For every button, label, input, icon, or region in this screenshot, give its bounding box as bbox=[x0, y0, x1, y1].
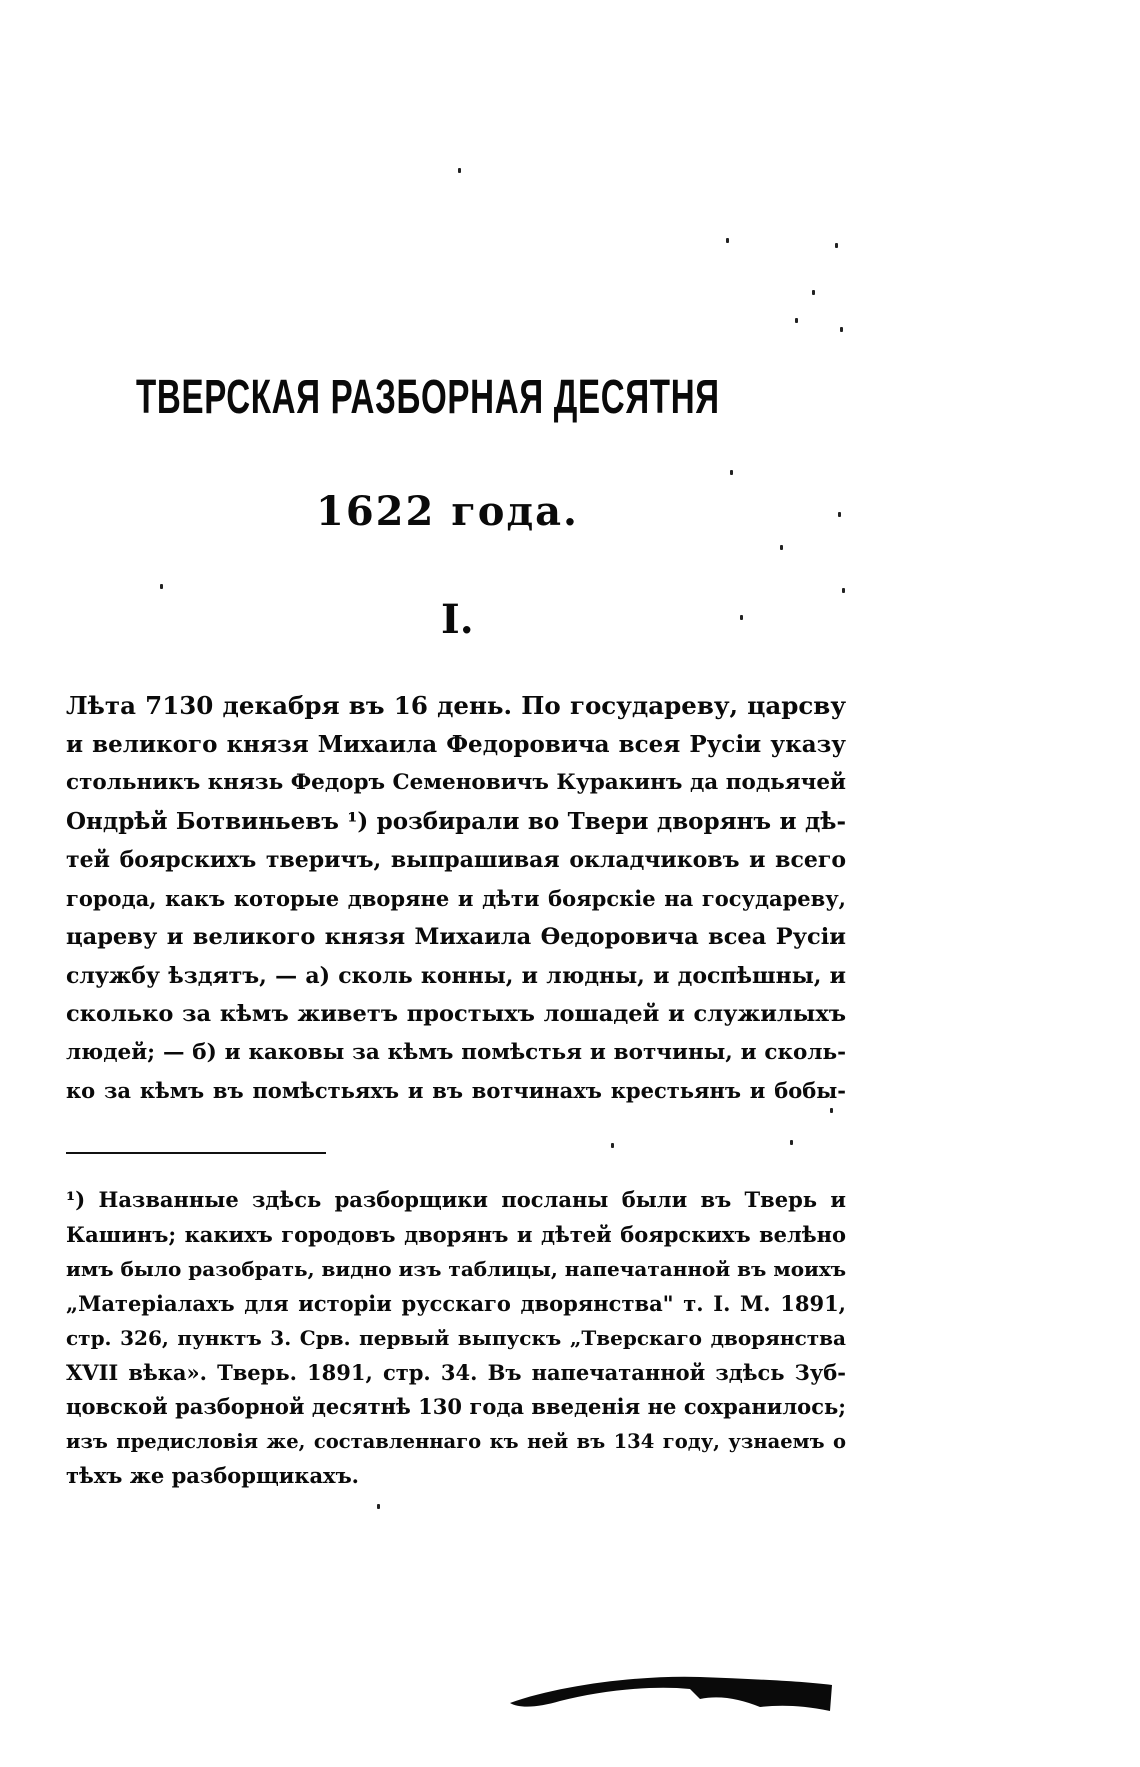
footnote-line: стр. 326, пунктъ 3. Срв. первый выпускъ „Тверскаго дворянства bbox=[66, 1326, 846, 1350]
footnote-line: „Матеріалахъ для исторіи русскаго дворянства" т. I. М. 1891, bbox=[66, 1290, 846, 1316]
footnote-line: ¹) Названные здѣсь разборщики посланы были въ Тверь и bbox=[66, 1187, 846, 1212]
body-line: тей боярскихъ тверичъ, выпрашивая окладчиковъ и всего bbox=[66, 847, 846, 873]
body-line: ко за кѣмъ въ помѣстьяхъ и въ вотчинахъ крестьянъ и бобы- bbox=[66, 1078, 846, 1103]
body-line: цареву и великого князя Михаила Ѳедоровича всеа Русіи bbox=[66, 924, 846, 950]
footnote-line: цовской разборной десятнѣ 130 года введенія не сохранилось; bbox=[66, 1394, 846, 1419]
body-line: Лѣта 7130 декабря въ 16 день. По государеву, царсву bbox=[66, 691, 846, 720]
ink-blot bbox=[500, 1655, 840, 1715]
title-block bbox=[136, 370, 796, 430]
footnote-line: изъ предисловія же, составленнаго къ ней въ 134 году, узнаемъ о bbox=[66, 1429, 846, 1453]
body-line: стольникъ князь Федоръ Семеновичъ Куракинъ да подьячей bbox=[66, 770, 846, 795]
body-line: и великого князя Михаила Федоровича всея Русіи указу bbox=[66, 730, 846, 758]
section-number: I. bbox=[441, 596, 474, 643]
body-line: службу ѣздятъ, — а) сколь конны, и людны, и доспѣшны, и bbox=[66, 962, 846, 989]
footnote bbox=[66, 1183, 846, 1494]
footnote-line: тѣхъ же разборщикахъ. bbox=[66, 1463, 359, 1488]
footnote-line: XVII вѣка». Тверь. 1891, стр. 34. Въ напечатанной здѣсь Зуб- bbox=[66, 1359, 846, 1385]
body-line: Ондрѣй Ботвиньевъ ¹) розбирали во Твери дворянъ и дѣ- bbox=[66, 807, 846, 835]
footnote-divider bbox=[66, 1152, 326, 1154]
document-title: ТВЕРСКАЯ РАЗБОРНАЯ ДЕСЯТНЯ bbox=[136, 371, 720, 424]
body-paragraph bbox=[66, 687, 846, 1111]
footnote-line: имъ было разобрать, видно изъ таблицы, напечатанной въ моихъ bbox=[66, 1257, 847, 1281]
footnote-line: Кашинъ; какихъ городовъ дворянъ и дѣтей боярскихъ велѣно bbox=[66, 1221, 846, 1247]
body-line: людей; — б) и каковы за кѣмъ помѣстья и вотчины, и сколь- bbox=[66, 1039, 846, 1065]
year-heading: 1622 года. bbox=[316, 488, 579, 535]
body-line: города, какъ которые дворяне и дѣти боярскіе на государеву, bbox=[66, 885, 846, 911]
body-line: сколько за кѣмъ живетъ простыхъ лошадей и служилыхъ bbox=[66, 1001, 846, 1027]
